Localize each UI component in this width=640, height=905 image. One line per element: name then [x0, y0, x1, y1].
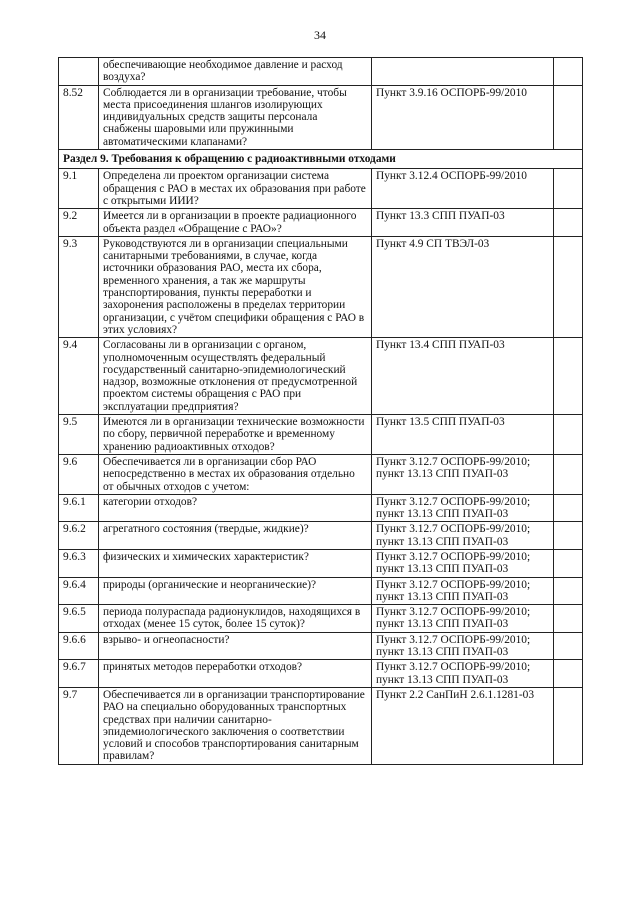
section-title: Раздел 9. Требования к обращению с радиоактивными отходами: [59, 150, 583, 169]
normative-reference: Пункт 2.2 СанПиН 2.6.1.1281-03: [372, 687, 554, 764]
normative-reference: Пункт 3.9.16 ОСПОРБ-99/2010: [372, 85, 554, 149]
answer-cell[interactable]: [554, 58, 583, 86]
item-number: 9.6.1: [59, 494, 99, 522]
answer-cell[interactable]: [554, 209, 583, 237]
requirement-question: Соблюдается ли в организации требование, чтобы места присоединения шлангов изолирующих индивидуальных средств защиты персонала снабжены шаровыми или пружинными автоматическими клапанами?: [99, 85, 372, 149]
item-number: 9.1: [59, 169, 99, 209]
answer-cell[interactable]: [554, 494, 583, 522]
item-number: 9.6.7: [59, 660, 99, 688]
requirement-question: Имеются ли в организации технические возможности по сбору, первичной переработке и временному хранению радиоактивных отходов?: [99, 415, 372, 455]
item-number: 9.6.4: [59, 577, 99, 605]
requirement-question: категории отходов?: [99, 494, 372, 522]
answer-cell[interactable]: [554, 85, 583, 149]
normative-reference: Пункт 3.12.7 ОСПОРБ-99/2010; пункт 13.13 СПП ПУАП-03: [372, 577, 554, 605]
table-row: [59, 169, 583, 209]
table-row: [59, 209, 583, 237]
requirement-question: обеспечивающие необходимое давление и расход воздуха?: [99, 58, 372, 86]
table-row: [59, 687, 583, 764]
normative-reference: Пункт 3.12.7 ОСПОРБ-99/2010; пункт 13.13 СПП ПУАП-03: [372, 494, 554, 522]
answer-cell[interactable]: [554, 632, 583, 660]
table-row: [59, 236, 583, 337]
table-row: [59, 338, 583, 415]
normative-reference: Пункт 3.12.7 ОСПОРБ-99/2010; пункт 13.13 СПП ПУАП-03: [372, 549, 554, 577]
requirement-question: агрегатного состояния (твердые, жидкие)?: [99, 522, 372, 550]
normative-reference: Пункт 4.9 СП ТВЭЛ-03: [372, 236, 554, 337]
answer-cell[interactable]: [554, 577, 583, 605]
item-number: 9.5: [59, 415, 99, 455]
normative-reference: Пункт 3.12.7 ОСПОРБ-99/2010; пункт 13.13 СПП ПУАП-03: [372, 660, 554, 688]
table-row: [59, 549, 583, 577]
item-number: 9.6.5: [59, 605, 99, 633]
item-number: 8.52: [59, 85, 99, 149]
requirement-question: Имеется ли в организации в проекте радиационного объекта раздел «Обращение с РАО»?: [99, 209, 372, 237]
answer-cell[interactable]: [554, 454, 583, 494]
table-row: [59, 58, 583, 86]
item-number: 9.6.6: [59, 632, 99, 660]
item-number: 9.2: [59, 209, 99, 237]
checklist-table: [58, 57, 583, 765]
answer-cell[interactable]: [554, 415, 583, 455]
table-row: [59, 454, 583, 494]
requirement-question: Обеспечивается ли в организации сбор РАО непосредственно в местах их образования отдельно от обычных отходов с учетом:: [99, 454, 372, 494]
normative-reference: [372, 58, 554, 86]
normative-reference: Пункт 13.3 СПП ПУАП-03: [372, 209, 554, 237]
answer-cell[interactable]: [554, 522, 583, 550]
normative-reference: Пункт 3.12.4 ОСПОРБ-99/2010: [372, 169, 554, 209]
item-number: 9.3: [59, 236, 99, 337]
answer-cell[interactable]: [554, 660, 583, 688]
item-number: 9.6.3: [59, 549, 99, 577]
requirement-question: Определена ли проектом организации система обращения с РАО в местах их образования при работе с открытыми ИИИ?: [99, 169, 372, 209]
section-header-row: [59, 150, 583, 169]
table-row: [59, 85, 583, 149]
normative-reference: Пункт 3.12.7 ОСПОРБ-99/2010; пункт 13.13 СПП ПУАП-03: [372, 632, 554, 660]
item-number: 9.7: [59, 687, 99, 764]
table-row: [59, 494, 583, 522]
normative-reference: Пункт 13.4 СПП ПУАП-03: [372, 338, 554, 415]
item-number: 9.4: [59, 338, 99, 415]
answer-cell[interactable]: [554, 169, 583, 209]
normative-reference: Пункт 3.12.7 ОСПОРБ-99/2010; пункт 13.13 СПП ПУАП-03: [372, 522, 554, 550]
normative-reference: Пункт 13.5 СПП ПУАП-03: [372, 415, 554, 455]
answer-cell[interactable]: [554, 605, 583, 633]
answer-cell[interactable]: [554, 549, 583, 577]
table-row: [59, 660, 583, 688]
normative-reference: Пункт 3.12.7 ОСПОРБ-99/2010; пункт 13.13 СПП ПУАП-03: [372, 605, 554, 633]
item-number: 9.6: [59, 454, 99, 494]
requirement-question: взрыво- и огнеопасности?: [99, 632, 372, 660]
checklist-rows: [59, 58, 583, 765]
table-row: [59, 577, 583, 605]
page-number: 34: [314, 28, 326, 42]
answer-cell[interactable]: [554, 236, 583, 337]
table-row: [59, 632, 583, 660]
table-row: [59, 522, 583, 550]
item-number: 9.6.2: [59, 522, 99, 550]
requirement-question: Согласованы ли в организации с органом, уполномоченным осуществлять федеральный государственный санитарно-эпидемиологический надзор, возможные отклонения от предусмотренной проектом системы обращения с РАО при эксплуатации предприятия?: [99, 338, 372, 415]
requirement-question: природы (органические и неорганические)?: [99, 577, 372, 605]
answer-cell[interactable]: [554, 338, 583, 415]
requirement-question: периода полураспада радионуклидов, находящихся в отходах (менее 15 суток, более 15 суток)?: [99, 605, 372, 633]
answer-cell[interactable]: [554, 687, 583, 764]
requirement-question: Обеспечивается ли в организации транспортирование РАО на специально оборудованных транспортных средствах при наличии санитарно-эпидемиологического заключения о соответствии условий и способов транспортирования санитарным правилам?: [99, 687, 372, 764]
requirement-question: Руководствуются ли в организации специальными санитарными требованиями, в случае, когда источники образования РАО, места их сбора, временного хранения, а так же маршруты транспортирования, пункты переработки и захоронения расположены в пределах территории организации, с учётом специфики обращения с РАО в этих условиях?: [99, 236, 372, 337]
item-number: [59, 58, 99, 86]
table-row: [59, 605, 583, 633]
table-row: [59, 415, 583, 455]
requirement-question: принятых методов переработки отходов?: [99, 660, 372, 688]
normative-reference: Пункт 3.12.7 ОСПОРБ-99/2010; пункт 13.13 СПП ПУАП-03: [372, 454, 554, 494]
requirement-question: физических и химических характеристик?: [99, 549, 372, 577]
